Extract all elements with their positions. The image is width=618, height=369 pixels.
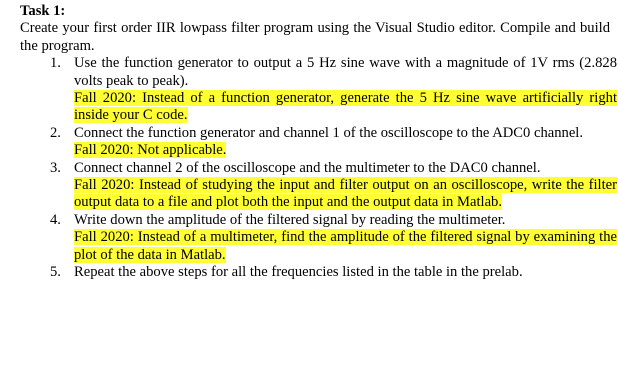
list-item-step-4 <box>50 211 617 264</box>
task-title: Task 1: <box>20 3 66 19</box>
step-number: 5. <box>50 264 61 281</box>
step-text: Write down the amplitude of the filtered signal by reading the multimeter. <box>74 211 506 228</box>
step-number: 2. <box>50 124 61 141</box>
fall-2020-note: Fall 2020: Instead of a multimeter, find the amplitude of the filtered signal by examining the plot of the data in Matlab. <box>74 229 617 263</box>
list-item-step-1 <box>50 55 617 125</box>
list-item-step-5 <box>50 264 617 281</box>
step-text: Connect channel 2 of the oscilloscope and the multimeter to the DAC0 channel. <box>74 159 541 176</box>
step-text: Connect the function generator and channel 1 of the oscilloscope to the ADC0 channel. <box>74 124 584 141</box>
list-item-step-3 <box>50 159 617 212</box>
list-item-step-2 <box>50 124 617 160</box>
fall-2020-note: Fall 2020: Instead of a function generator, generate the 5 Hz sine wave artificially right inside your C code. <box>74 90 617 124</box>
step-text: Use the function generator to output a 5 Hz sine wave with a magnitude of 1V rms (2.828 volts peak to peak). <box>74 55 617 89</box>
task-intro: Create your first order IIR lowpass filter program using the Visual Studio editor. Compile and build the program. <box>20 20 610 54</box>
fall-2020-note: Fall 2020: Instead of studying the input and filter output on an oscilloscope, write the filter output data to a file and plot both the input and the output data in Matlab. <box>74 177 617 211</box>
step-number: 1. <box>50 55 61 72</box>
step-number: 4. <box>50 211 61 228</box>
step-number: 3. <box>50 159 61 176</box>
steps-list <box>20 55 617 281</box>
step-text: Repeat the above steps for all the frequencies listed in the table in the prelab. <box>74 264 523 281</box>
fall-2020-note: Fall 2020: Not applicable. <box>74 142 227 159</box>
